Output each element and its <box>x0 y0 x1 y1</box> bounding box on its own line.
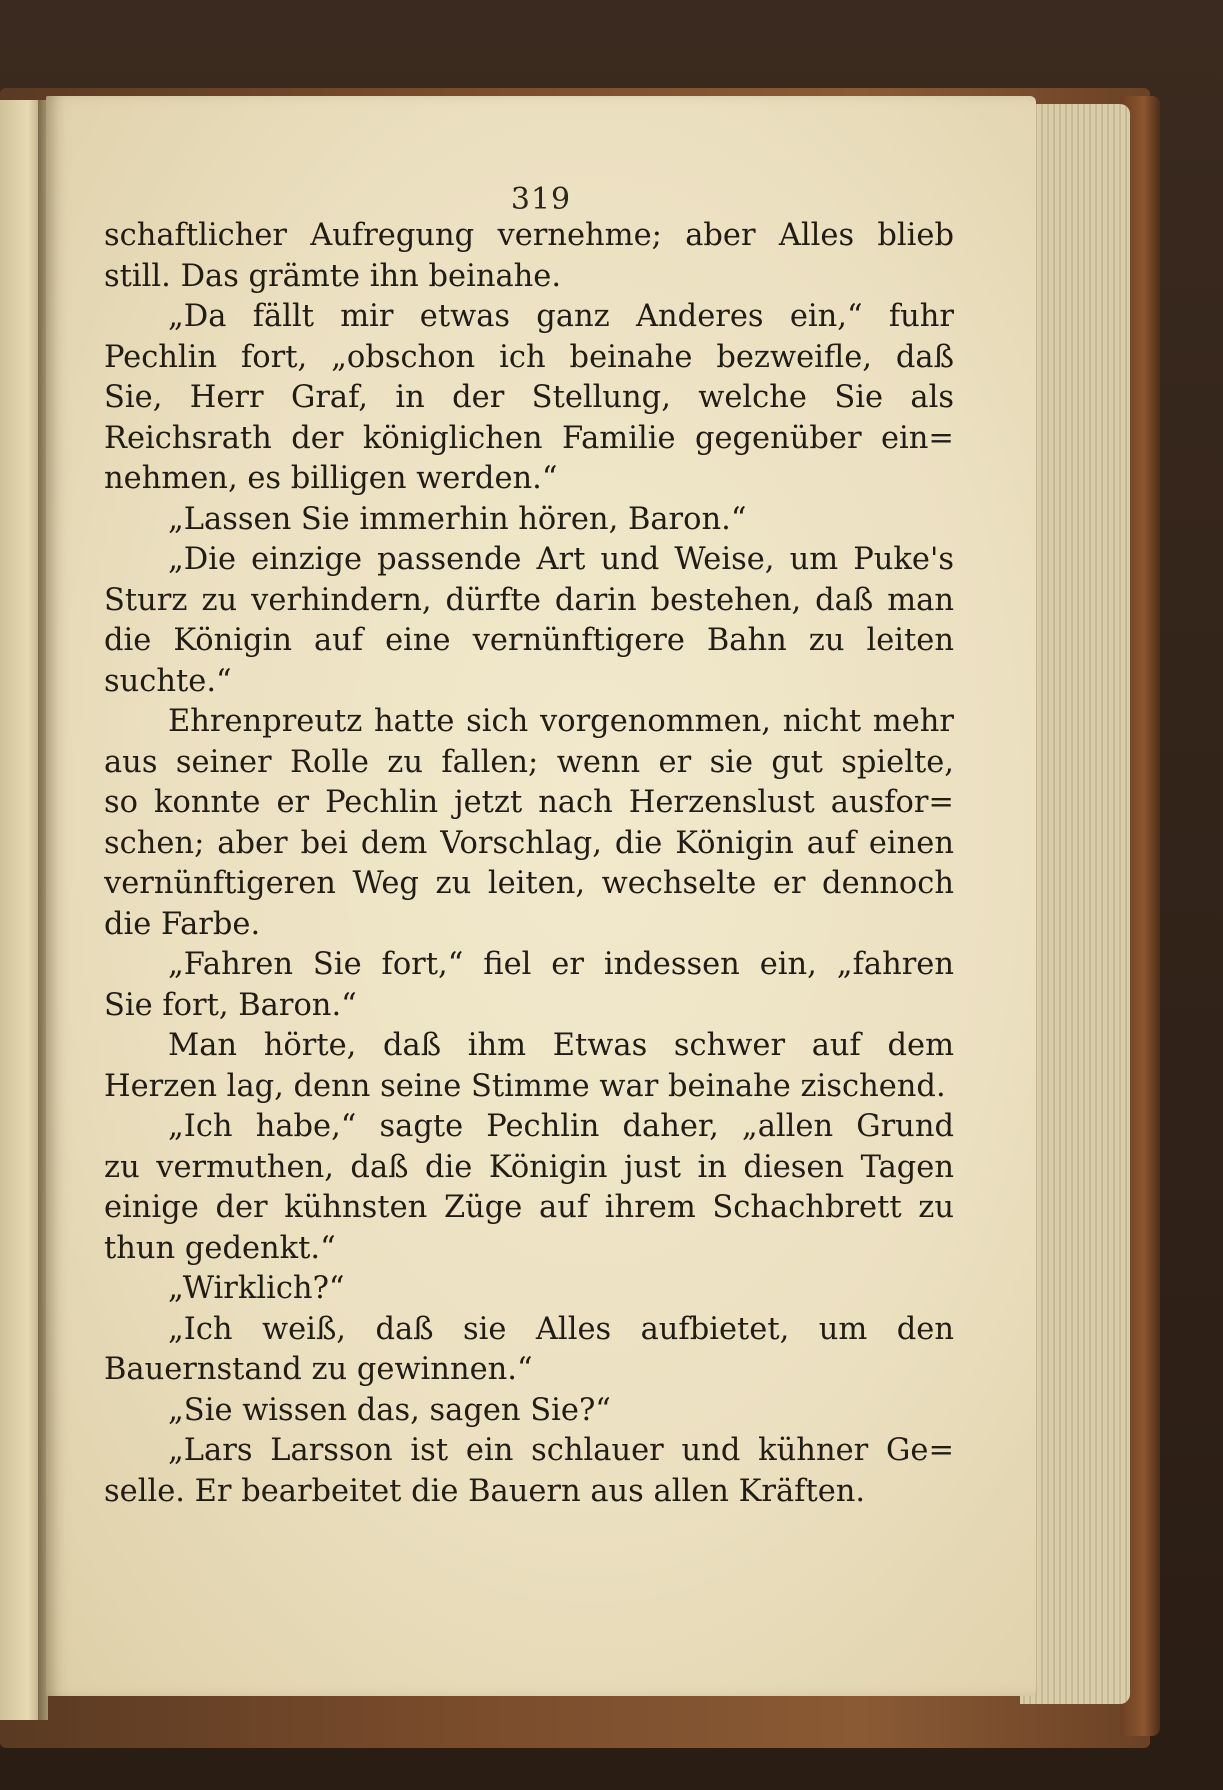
text-line: Reichsrath der königlichen Familie gegenüber ein= <box>104 420 954 456</box>
text-line: Sie fort, Baron.“ <box>104 987 357 1023</box>
text-line: „Lars Larsson ist ein schlauer und kühner Ge= <box>168 1433 954 1468</box>
text-line: nehmen, es billigen werden.“ <box>104 461 558 496</box>
text-line: Sie, Herr Graf, in der Stellung, welche Sie als <box>104 380 954 415</box>
text-line: die Farbe. <box>104 906 261 942</box>
text-line: selle. Er bearbeitet die Bauern aus allen Kräften. <box>104 1473 866 1509</box>
text-line: schen; aber bei dem Vorschlag, die Königin auf einen <box>104 825 954 861</box>
text-line: einige der kühnsten Züge auf ihrem Schachbrett zu <box>104 1190 954 1225</box>
text-line: Man hörte, daß ihm Etwas schwer auf dem <box>168 1028 954 1063</box>
left-page-edge <box>0 100 40 1720</box>
text-line: thun gedenkt.“ <box>104 1230 336 1266</box>
text-line: „Sie wissen das, sagen Sie?“ <box>168 1392 611 1428</box>
text-line: Herzen lag, denn seine Stimme war beinahe zischend. <box>104 1068 946 1104</box>
book-page <box>46 96 1036 1696</box>
text-line: schaftlicher Aufregung vernehme; aber Alles blieb <box>104 218 954 253</box>
text-line: „Ich weiß, daß sie Alles aufbietet, um den <box>168 1311 954 1347</box>
text-line: Sturz zu verhindern, dürfte darin bestehen, daß man <box>104 582 954 618</box>
text-line: still. Das grämte ihn beinahe. <box>104 258 562 294</box>
text-line: so konnte er Pechlin jetzt nach Herzenslust ausfor= <box>104 785 954 820</box>
text-line: „Ich habe,“ sagte Pechlin daher, „allen Grund <box>168 1109 954 1144</box>
text-line: suchte.“ <box>104 663 232 699</box>
text-line: Pechlin fort, „obschon ich beinahe bezweifle, daß <box>104 339 954 375</box>
text-line: „Da fällt mir etwas ganz Anderes ein,“ fuhr <box>168 299 954 334</box>
page-stack-edges <box>1020 104 1130 1704</box>
text-line: „Wirklich?“ <box>168 1271 345 1306</box>
text-line: zu vermuthen, daß die Königin just in diesen Tagen <box>104 1149 954 1185</box>
text-line: die Königin auf eine vernünftigere Bahn zu leiten <box>104 623 954 658</box>
text-line: „Die einzige passende Art und Weise, um Puke's <box>168 542 954 577</box>
page-number: 319 <box>510 182 572 217</box>
text-line: Bauernstand zu gewinnen.“ <box>104 1352 533 1387</box>
text-line: „Lassen Sie immerhin hören, Baron.“ <box>168 501 747 537</box>
text-line: vernünftigeren Weg zu leiten, wechselte er dennoch <box>104 866 954 901</box>
page-text <box>104 216 954 1512</box>
text-line: Ehrenpreutz hatte sich vorgenommen, nicht mehr <box>168 704 954 739</box>
text-line: aus seiner Rolle zu fallen; wenn er sie gut spielte, <box>104 744 954 780</box>
text-line: „Fahren Sie fort,“ fiel er indessen ein, „fahren <box>168 947 954 982</box>
